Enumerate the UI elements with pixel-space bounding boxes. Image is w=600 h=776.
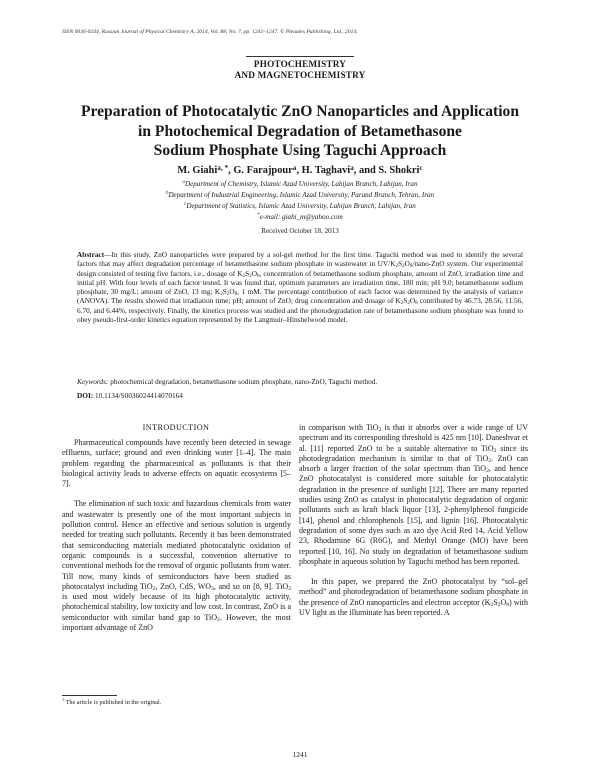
author-giahi: M. Giahi bbox=[177, 165, 218, 176]
paragraph-text: . ZnO can absorb a larger fraction of the solar spectrum than TiO bbox=[299, 453, 528, 474]
footnote-divider bbox=[62, 695, 117, 696]
subscript: 2 bbox=[378, 427, 382, 433]
intro-paragraph-2 bbox=[62, 499, 291, 633]
subscript: 2 bbox=[395, 263, 399, 270]
page-number: 1241 bbox=[292, 750, 308, 759]
affiliation-c bbox=[60, 202, 540, 211]
author-taghavi: H. Taghavi bbox=[301, 165, 351, 176]
author-email: e-mail: giahi_m@yahoo.com bbox=[259, 213, 343, 221]
email-line bbox=[60, 213, 540, 222]
abstract-text: S bbox=[222, 287, 227, 296]
abstract-text: O bbox=[251, 268, 257, 278]
intro-paragraph-1: Pharmaceutical compounds have recently been detected in sewage effluents, surface; ground and even drinking water [1–4]. The main problem regarding the pharmaceutical as pollutants is that their biological activity leads to adverse effects on aquatic ecosystems [5–7]. bbox=[62, 438, 291, 489]
abstract-text: O bbox=[404, 259, 410, 269]
section-heading-line2: AND MAGNETOCHEMISTRY bbox=[234, 70, 366, 80]
author-sup: a, * bbox=[217, 164, 229, 172]
author-sup: c bbox=[419, 164, 423, 172]
subscript: 2 bbox=[488, 457, 492, 464]
paragraph-text: The elimination of such toxic and hazardous chemicals from water and wastewater is presently one of the most important subjects in pollution control. Hence an effective and serious solution is urgently needed for treating such pollutants. Recently it has been demonstrated that semiconducting materials mediated photocatalytic oxidation of organic compounds is a successful, convention alternative to conventional methods for the removal of organic pollutants from water. Till now, many kinds of semiconductors have been studied as photocatalyst including TiO bbox=[62, 499, 291, 591]
author-sup: a bbox=[292, 164, 297, 172]
subscript: 2 bbox=[407, 300, 410, 307]
affiliation-b bbox=[60, 191, 540, 200]
paragraph-text: , and hence ZnO photocatalyst is considered more suitable for photocatalytic degradation in the presence of sunlight [12]. There are many reported studies using ZnO as catalyst in photocatalytic degradation of organic pollutants such as kraft black liquor [13], 2-phenylphenol fungicide [14], phenol and chlorophenols [15], and lignin [16]. Photocatalytic degradation of some dyes such as azo dye Acid Red 14, Acid Yellow 23, Rhodamine 6G (R6G), and Methyl Orange (MO) have been reported [10, 16]. No study on degradation of betamethasone sodium phosphate in aqueous solution by Taguchi method has been reported. bbox=[299, 464, 529, 566]
affiliation-c-text: Department of Statistics, Islamic Azad University, Lahijan Branch, Lahijan, Iran bbox=[186, 202, 416, 210]
subscript: 2 bbox=[217, 616, 220, 623]
abstract-text: S bbox=[245, 268, 250, 278]
paragraph-text: since its photodegradation mechanism is similar to that of TiO bbox=[299, 443, 528, 463]
journal-citation-header: ISSN 0036-0244, Russian Journal of Physical Chemistry A, 2014, Vol. 88, No. 7, pp. 1241–1247. © Pleiades Publishing, Ltd., 2014. bbox=[62, 29, 358, 35]
title-line2: in Photochemical Degradation of Betamethasone bbox=[138, 122, 462, 140]
paragraph-text: S bbox=[493, 597, 498, 607]
doi bbox=[77, 391, 523, 400]
abstract bbox=[77, 250, 523, 324]
paragraph-text: , ZnO, CdS, WO bbox=[155, 581, 212, 591]
subscript: 3 bbox=[211, 585, 214, 592]
subscript: 2 bbox=[220, 291, 223, 297]
abstract-text: O bbox=[229, 287, 235, 296]
footnote-text: The article is published in the original. bbox=[65, 699, 162, 706]
right-column bbox=[299, 423, 528, 618]
subscript: 8 bbox=[409, 263, 413, 270]
received-date: Received October 18, 2013 bbox=[261, 227, 339, 235]
abstract-label: Abstract bbox=[77, 250, 105, 259]
intro-paragraph-3 bbox=[299, 423, 528, 567]
footnote-mark: 1 bbox=[62, 697, 65, 702]
title-line1: Preparation of Photocatalytic ZnO Nanoparticles and Application bbox=[80, 103, 520, 120]
affiliation-a bbox=[60, 180, 540, 189]
title-line3: Sodium Phosphate Using Taguchi Approach bbox=[153, 142, 447, 159]
subscript: 8 bbox=[415, 300, 418, 307]
paragraph-text: is that it absorbs over a wide range of UV spectrum and its corresponding threshold is 425 nm [10]. Daneshvar et al. [11] reported ZnO to be a suitable alternative to TiO bbox=[299, 423, 528, 453]
abstract-text: S bbox=[403, 296, 408, 306]
paragraph-text: in comparison with TiO bbox=[299, 423, 379, 432]
keywords-label: Keywords: bbox=[77, 377, 109, 386]
subscript: 8 bbox=[257, 272, 260, 279]
subscript: 2 bbox=[400, 300, 404, 307]
author-sup: a bbox=[350, 164, 354, 172]
subscript: 2 bbox=[152, 585, 156, 592]
paragraph-text: , and so on [8, 9]. TiO bbox=[213, 581, 289, 591]
paragraph-text: O bbox=[500, 597, 507, 607]
affiliation-b-text: Department of Industrial Engineering, Islamic Azad University, Parand Branch, Tehran, Iran bbox=[168, 191, 435, 199]
header-divider bbox=[246, 56, 354, 57]
abstract-text: , concentration of betamethasone sodium phosphate, amount of ZnO, irradiation time and initial pH. With four levels of each factor tested. It was found that, optimum parameters are irradiation time, 180 min; pH 9.0; betamethasone sodium phosphate, 30 mg/L; amount of ZnO, 13 mg; K bbox=[77, 268, 523, 296]
subscript: 2 bbox=[402, 263, 405, 270]
author-list: M. Giahi$^{a, *}$, G. Farajpour$^a$, H. Taghavi$^a$, and S. Shokri$^c$ bbox=[177, 164, 423, 176]
introduction-heading: INTRODUCTION bbox=[142, 423, 210, 432]
doi-label: DOI: bbox=[77, 391, 94, 400]
subscript: 2 bbox=[242, 272, 246, 279]
affiliation-sup: c bbox=[184, 202, 187, 207]
paragraph-text: In this paper, we prepared the ZnO photocatalyst by “sol–gel method” and photodegradation of betamethasone sodium phosphate in the presence of ZnO nanoparticles and electron acceptor (K bbox=[299, 577, 528, 607]
paragraph-text: is used most widely because of its high photocatalytic activity, photochemical stability, low toxicity and low cost. In contrast, ZnO is a semiconductor with similar band gap to TiO bbox=[62, 592, 291, 622]
affiliation-sup: b bbox=[165, 191, 169, 196]
abstract-text: —In this study, ZnO nanoparticles were prepared by a sol-gel method for the first time. Taguchi method was used to identify the several factors that may affect degradation percentage of betamethasone sodium phosphate in wastewater in UV/K bbox=[77, 250, 523, 269]
doi-link[interactable]: 10.1134/S0036024414070164 bbox=[95, 391, 183, 400]
paragraph-text: . However, the most important advantage of ZnO bbox=[62, 612, 291, 633]
keywords bbox=[77, 377, 523, 386]
affiliation-sup: a bbox=[182, 180, 185, 185]
abstract-text: contributed by 46.73, 28.56, 11.56, 6.70, and 6.44%, respectively. Finally, the kinetics process was studied and the photodegradation rate of betamethasone sodium phosphate was found to obey pseudo-first-order kinetics equation represented by the Langmuir–Hinshelwood model. bbox=[77, 296, 523, 324]
subscript: 2 bbox=[490, 601, 494, 608]
keywords-text: photochemical degradation, betamethasone sodium phosphate, nano-ZnO, Taguchi method. bbox=[110, 377, 378, 386]
subscript: 8 bbox=[234, 291, 238, 297]
affiliation-a-text: Department of Chemistry, Islamic Azad University, Lahijan Branch, Lahijan, Iran bbox=[184, 180, 418, 188]
intro-paragraph-4 bbox=[299, 577, 528, 618]
section-heading-line1: PHOTOCHEMISTRY bbox=[253, 59, 347, 69]
paper-title bbox=[60, 102, 540, 161]
subscript: 8 bbox=[506, 601, 510, 608]
subscript: 2 bbox=[226, 291, 230, 297]
subscript: 2 bbox=[249, 272, 252, 279]
email-sup: * bbox=[257, 213, 260, 218]
subscript: 2 bbox=[493, 447, 497, 454]
paragraph-text: ) with UV light as the illuminate has been reported. A bbox=[299, 597, 529, 618]
abstract-text: /nano-ZnO system. Our experimental design consisted of testing five factors, i.e., dosage of K bbox=[77, 259, 523, 278]
abstract-text: , 1 mM. The percentage contribution of each factor was determined by the analysis of variance (ANOVA). The results showed that irradiation time; pH; amount of ZnO; drug concentration and dosage of K bbox=[77, 287, 523, 306]
subscript: 2 bbox=[497, 601, 501, 608]
author-shokri: and S. Shokri bbox=[359, 165, 420, 176]
subscript: 2 bbox=[288, 585, 291, 592]
abstract-text: S bbox=[398, 259, 403, 269]
footnote bbox=[62, 699, 161, 706]
subscript: 2 bbox=[486, 468, 489, 475]
abstract-text: O bbox=[409, 296, 416, 306]
left-column bbox=[62, 438, 291, 633]
author-farajpour: G. Farajpour bbox=[233, 165, 293, 176]
